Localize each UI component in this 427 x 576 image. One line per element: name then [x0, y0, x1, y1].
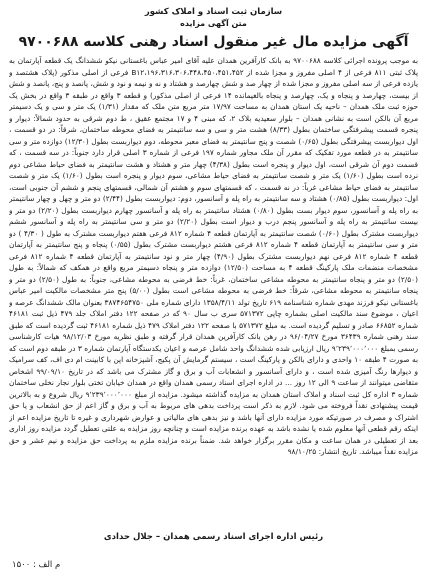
notice-subtitle: متن آگهی مزایده	[180, 19, 247, 28]
signature-line: رئیس اداره اجرای اسناد رسمی همدان – جلال حدادی	[103, 532, 324, 542]
organization-name: سازمان ثبت اسناد و املاک کشور	[144, 7, 283, 17]
footer-code: م الف : ۱۵۰۰	[12, 560, 61, 570]
notice-body: به موجب پرونده اجرائی کلاسه ۹۷۰۰۶۸۸ به بانک کارآفرین همدان علیه آقای امیر عباس باغستانی نیکو ششدانگ یک قطعه آپارتمان به پلاک ثبتی ۸۱۱ فرعی از ۴ اصلی مفروز و مجزا شده از ۳۱۶،۳۰۶،۴۴۸،۴۵۰،۴۵۱،۴۵۲،B۱۲،۱۹۶ فرعی از اصلی مذکور (پلاک هشتصد و یازده فرعی از سه اصلی مفروز و مجزا شده از چهار صد و شش چهارصد و هشتاد و نه و نیمه و نود و شش، پانصد و پنج، پانصد و شش از بیست، چهارصد و پنجاه و یک، چهارصد و پنجاه بالغیمانده ۱۴ فرعی از اصلی مذکور) و قطعه ۳ واقع در طبقه ۳ واقع در بخش یک حوزه ثبت ملک همدان – ناحیه یک استان همدان به مساحت ۱۷/۹۷ متر مربع متن ملک که مقدار (۱/۳۱) یک متر و سی و یک دسیمتر مربع آن بالکن است به نشانی همدان – بلوار سعیدیه بلاک ۲، که مبنی ۴ و ۱۷ مجتمع عقیق ، ط دوم شرقی به حدود شمالاً: دیوار و پنجره قسمت پیشرفتگی ساختمان بطول (۸/۳۳) هشت متر و سی و سه سانتیمتر به فضای محوطه ساختمان، شرقاً: در دو قسمت ، اول دیواربست پیشرفتگی بطول (۰/۶۵) شصت و پنج سانتیمتر به فضای معبر محوطه، دوم دیواربست بطول (۱۲/۳۰) دوازده متر و سی سانتیمتر به در قطعه مورد تفکیک که مقرر آن ملک مجاور شماره ۱۹۷ فرعی از شماره ۳ اصلی قرار دارد جنوباً: در سه قسمت ، که قسمت دوم آن شرقی است، اول دیوار و پنجره است بطول (۴/۳۸) چهار متر و هشتاد و هشت سانتیمتر به فضای حیاط مشاعی دوم نرده است بطول (۱/۶۰) یک متر و شصت سانتیمتر به فضای حیاط مشاعی، سوم دیوار و پنجره است بطول (۱/۶۰) یک متر و شصت سانتیمتر به فضای حیاط مشاعی غرباً: در نه قسمت ، که قسمتهای سوم و هشتم آن شمالی، قسمتهای پنجم و ششم آن جنوبی است، اول: دیواربست بطول (۰/۸۵) هشتاد و سه سانتیمتر به راه پله و آسانسور، دوم: دیواربست بطول (۲/۴۴) دو متر و چهل و چهار سانتیمتر به راه پله و آسانسور، سوم دیوار بست بطول (۰/۸۰) هشتاد سانتیمتر به راه پله و آسانسور چهارم دیواربست بطول (۲/۲۰) دو متر و بیست سانتیمتر به راه پله و آسانسور پنجم درب و دیوار است بطول (۲/۲۰) دو متر و سی سانتیمتر به راه پله و آسانسور ششم دیواربست مشترک بطول (۰/۶۰) شصت سانتیمتر به آپارتمان قطعه ۴ شماره ۸۱۲ فرعی هفتم دیواربست مشترک به طول ( ۴/۳۰ ) دو متر و سی سانتیمتر به آپارتمان قطعه ۴ شماره ۸۱۲ فرعی هشتم دیواربست مشترک بطول (۰/۵۵) پنجاه و پنج سانتیمتر به آپارتمان قطعه ۴ شماره ۸۱۲ فرعی نهم دیواربست مشترک بطول (۴/۹۰) چهار متر و نود سانتیمتر به آپارتمان قطعه ۴ شماره ۸۱۲ فرعی مشخصات منضمات ملک پارکینگ قطعه ۴ به مساحت (۱۲/۵۰) دوازده متر و پنجاه دسیمتر مربع واقع در همکف که شمالاً: به طول (۲/۵۰) دو متر و پنجاه سانتیمتر به محوطه مشاعی ساختمان، غرباً: خط فرضی به محوطه مشاعی، جنوباً: به طول (۲/۵۰) دو متر و پنجاه سانتیمتر به محوطه مشاعی، شرقاً: خط فرضی به محوطه مشاعی است بطول (۵/۰۰) پنج متر مشخصات مالکیت امیر عباس باغستانی نیکو فرزند مهدی شماره شناسنامه ۶۱۹ تاریخ تولد ۱۳۵۸/۴/۱۱ دارای شماره ملی ۳۸۷۴۶۵۴۷۵۰ بعنوان مالک ششدانگ عرصه و اعیان ، موضوع سند مالکیت اصلی بشماره چاپی ۵۷۱۳۷۲ سری ب سال ۹۰ که در صفحه ۱۲۲ دفتر املاک جلد ۴۷۹ ذیل ثبت ۴۶۱۸۱ شماره ۶۶۸۵۲ صادر و تسلیم گردیده است. به مبلغ ۵۷۱۳۷۲ با صفحه ۱۲۲ دفتر املاک ۴۷۹ ذیل شماره ۴۶۱۸۱ ثبت گردیده است که طبق سند رهنی شماره ۳۶۴۳۹ مورخ ۹۶/۰۴/۲۷ در رهن بانک کارآفرین همدان قرار گرفته و طبق نظریه مورخ ۹۸/۱۲/۰۳ هیات کارشناسی رسمی بمبلغ ۹٬۲۳۹٬۰۰۰٬۰۰۰ ریال ارزیابی شده ششدانگ واحد شامل عرصه و اعیان یکدستگاه آپارتمان شماره ۳ در طبقه دوم است که به صورت ۴ طبقه ۱۰ واحدی و دارای بالکن و پارکینگ است ، سیستم گرمایش آن پکیج، آشپزخانه اپن با کابینت ام دی اف، کف سرامیک و دیوارها رنگ آمیزی شده است ، و دارای آسانسور و انشعابات آب و برق و گاز مشترک می باشد که در تاریخ ۹۹/۰۹/۱۰ اشخاص متقاضی میتوانند از ساعت ۹ الی ۱۲ روز ... در اداره اجرای اسناد رسمی همدان واقع در همدان خیابان تختی بلوار نجار نخلی ساختمان شماره ۳ اداره کل ثبت اسناد و املاک استان همدان به مزایده گذاشته میشود. مزایده از مبلغ ۹٬۲۳۹٬۰۰۰٬۰۰۰ ریال شروع و به بالاترین قیمت پیشنهادی نقداً فروخته می شود. لازم به ذکر است پرداخت بدهی های مربوط به آب و برق و گاز اعم از حق انشعاب و یا حق اشتراک و مصرف در صورتیکه مورد مزایده دارای آنها باشد و نیز بدهی های مالیاتی و عوارض شهرداری و غیره تا تاریخ مزایده اعم از اینکه رقم قطعی آنها معلوم شده یا نشده باشد به عهده برنده مزایده است و چنانچه روز مزایده به علتی تعطیل گردد مزایده روز اداری بعد از تعطیلی در همان ساعت و مکان مقرر برگزار خواهد شد. ضمناً برنده مزایده ملزم به پرداخت حق مزایده و نیم عشر و حق مزایده نقداً میباشد. تاریخ انتشار: ۹۸/۱۰/۲۵	[9, 56, 418, 456]
notice-title: آگهی مزایده مال غیر منقول اسناد رهنی کلاسه ۹۷۰۰۶۸۸	[18, 34, 409, 50]
